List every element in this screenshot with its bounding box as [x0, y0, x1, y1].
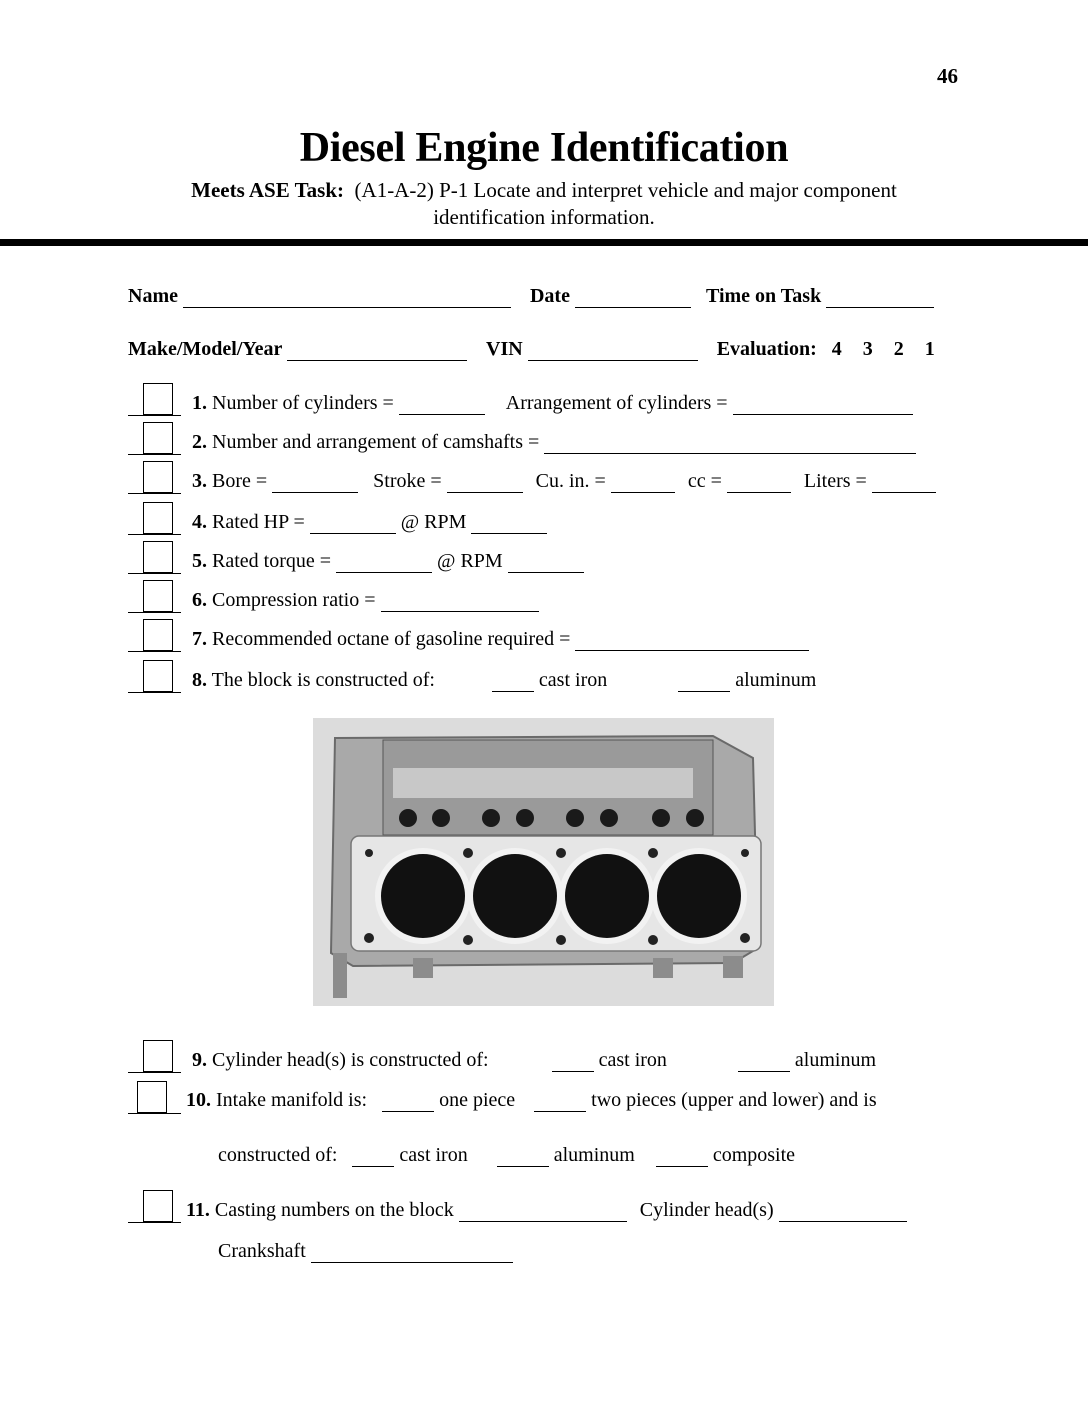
item-4	[192, 511, 547, 534]
item-number: 10.	[186, 1089, 211, 1111]
item-2	[192, 431, 916, 454]
item-number: 8.	[192, 669, 207, 691]
item-number: 2.	[192, 431, 207, 453]
cubic-inches-label: Cu. in. =	[535, 470, 606, 492]
item-1	[192, 392, 913, 415]
crankshaft-label: Crankshaft	[218, 1240, 306, 1262]
vehicle-field-row	[128, 338, 935, 361]
item-number: 5.	[192, 550, 207, 572]
head-aluminum-label: aluminum	[794, 1049, 877, 1071]
block-cast-iron-label: cast iron	[538, 669, 608, 691]
item-3-checkbox-line	[128, 461, 181, 494]
item-11-checkbox-line	[128, 1190, 181, 1223]
item-5-checkbox[interactable]	[143, 541, 173, 573]
evaluation-score-1[interactable]: 1	[924, 338, 935, 360]
item-number: 4.	[192, 511, 207, 533]
intake-two-piece-input[interactable]	[534, 1091, 586, 1112]
octane-input[interactable]	[575, 630, 809, 651]
item-3-checkbox[interactable]	[143, 461, 173, 493]
item-1-arrangement-label: Arrangement of cylinders =	[505, 392, 728, 414]
block-aluminum-input[interactable]	[678, 671, 730, 692]
evaluation-score-2[interactable]: 2	[893, 338, 904, 360]
block-aluminum-label: aluminum	[735, 669, 817, 691]
vin-label: VIN	[486, 338, 523, 360]
ase-task-label: Meets ASE Task:	[191, 178, 345, 202]
item-5-checkbox-line	[128, 541, 181, 574]
item-9	[192, 1049, 876, 1072]
date-label: Date	[529, 285, 570, 307]
cubic-inches-input[interactable]	[611, 472, 675, 493]
make-model-year-input[interactable]	[287, 340, 467, 361]
item-4-checkbox-line	[128, 502, 181, 535]
item-11-checkbox[interactable]	[143, 1190, 173, 1222]
item-2-checkbox-line	[128, 422, 181, 455]
page-title: Diesel Engine Identification	[299, 125, 789, 171]
item-10-checkbox-line	[128, 1081, 181, 1114]
item-3	[192, 470, 936, 493]
block-material-label: The block is constructed of:	[211, 669, 435, 691]
item-7-checkbox[interactable]	[143, 619, 173, 651]
ase-task-text: (A1-A-2) P-1 Locate and interpret vehicle and major component	[354, 178, 897, 202]
item-1-checkbox[interactable]	[143, 383, 173, 415]
cylinders-count-input[interactable]	[399, 394, 485, 415]
cc-label: cc =	[687, 470, 722, 492]
item-8-checkbox[interactable]	[143, 660, 173, 692]
ase-task-subtitle	[0, 177, 1088, 231]
item-number: 7.	[192, 628, 207, 650]
item-5	[192, 550, 584, 573]
hp-rpm-label: @ RPM	[400, 511, 467, 533]
head-cast-iron-input[interactable]	[552, 1051, 594, 1072]
liters-input[interactable]	[872, 472, 936, 493]
item-1-cylinders-label: Number of cylinders =	[212, 392, 394, 414]
stroke-input[interactable]	[447, 472, 523, 493]
head-aluminum-input[interactable]	[738, 1051, 790, 1072]
torque-rpm-input[interactable]	[508, 552, 584, 573]
compression-ratio-label: Compression ratio =	[212, 589, 376, 611]
evaluation-score-3[interactable]: 3	[862, 338, 873, 360]
item-1-checkbox-line	[128, 383, 181, 416]
rated-torque-label: Rated torque =	[212, 550, 332, 572]
intake-composite-input[interactable]	[656, 1146, 708, 1167]
cylinder-arrangement-input[interactable]	[733, 394, 913, 415]
item-10	[186, 1089, 877, 1112]
date-input[interactable]	[575, 287, 691, 308]
liters-label: Liters =	[803, 470, 867, 492]
name-field-row	[128, 285, 934, 308]
item-11	[186, 1199, 907, 1222]
intake-cast-iron-label: cast iron	[399, 1144, 468, 1166]
rated-hp-input[interactable]	[310, 513, 396, 534]
engine-block-photo	[313, 718, 774, 1006]
rated-hp-label: Rated HP =	[212, 511, 305, 533]
item-2-checkbox[interactable]	[143, 422, 173, 454]
item-7	[192, 628, 809, 651]
rated-torque-input[interactable]	[336, 552, 432, 573]
stroke-label: Stroke =	[373, 470, 442, 492]
item-8-checkbox-line	[128, 660, 181, 693]
intake-aluminum-label: aluminum	[553, 1144, 635, 1166]
make-model-year-label: Make/Model/Year	[128, 338, 283, 360]
intake-aluminum-input[interactable]	[497, 1146, 549, 1167]
compression-ratio-input[interactable]	[381, 591, 539, 612]
item-2-camshafts-label: Number and arrangement of camshafts =	[212, 431, 540, 453]
header-divider	[0, 239, 1088, 246]
item-number: 11.	[186, 1199, 210, 1221]
intake-two-piece-label: two pieces (upper and lower) and is	[591, 1089, 877, 1111]
intake-composite-label: composite	[712, 1144, 796, 1166]
evaluation-score-4[interactable]: 4	[831, 338, 842, 360]
torque-rpm-label: @ RPM	[437, 550, 503, 572]
time-on-task-label: Time on Task	[705, 285, 822, 307]
name-label: Name	[128, 285, 178, 307]
intake-material-label: constructed of:	[218, 1144, 338, 1166]
bore-label: Bore =	[212, 470, 268, 492]
item-6-checkbox[interactable]	[143, 580, 173, 612]
casting-block-label: Casting numbers on the block	[214, 1199, 454, 1221]
time-on-task-input[interactable]	[826, 287, 934, 308]
block-cast-iron-input[interactable]	[492, 671, 534, 692]
bore-input[interactable]	[272, 472, 358, 493]
hp-rpm-input[interactable]	[471, 513, 547, 534]
intake-one-piece-label: one piece	[439, 1089, 516, 1111]
intake-cast-iron-input[interactable]	[352, 1146, 394, 1167]
engine-block-icon	[313, 718, 774, 1006]
item-8	[192, 669, 816, 692]
item-11-crankshaft-row	[218, 1240, 513, 1263]
item-4-checkbox[interactable]	[143, 502, 173, 534]
octane-label: Recommended octane of gasoline required =	[212, 628, 571, 650]
cc-input[interactable]	[727, 472, 791, 493]
head-cast-iron-label: cast iron	[598, 1049, 667, 1071]
casting-head-input[interactable]	[779, 1201, 907, 1222]
item-9-checkbox-line	[128, 1040, 181, 1073]
vin-input[interactable]	[528, 340, 698, 361]
head-material-label: Cylinder head(s) is constructed of:	[212, 1049, 489, 1071]
item-number: 1.	[192, 392, 207, 414]
name-input[interactable]	[183, 287, 511, 308]
casting-head-label: Cylinder head(s)	[639, 1199, 774, 1221]
item-7-checkbox-line	[128, 619, 181, 652]
item-6-checkbox-line	[128, 580, 181, 613]
casting-block-input[interactable]	[459, 1201, 627, 1222]
item-number: 3.	[192, 470, 207, 492]
evaluation-label: Evaluation:	[716, 338, 817, 360]
intake-manifold-label: Intake manifold is:	[216, 1089, 368, 1111]
item-6	[192, 589, 539, 612]
crankshaft-input[interactable]	[311, 1242, 513, 1263]
item-number: 6.	[192, 589, 207, 611]
intake-one-piece-input[interactable]	[382, 1091, 434, 1112]
camshafts-input[interactable]	[544, 433, 916, 454]
item-10-material-row	[218, 1144, 795, 1167]
page-number: 46	[937, 64, 958, 88]
item-number: 9.	[192, 1049, 207, 1071]
item-10-checkbox[interactable]	[137, 1081, 167, 1113]
item-9-checkbox[interactable]	[143, 1040, 173, 1072]
ase-task-text-line2: identification information.	[433, 205, 655, 229]
